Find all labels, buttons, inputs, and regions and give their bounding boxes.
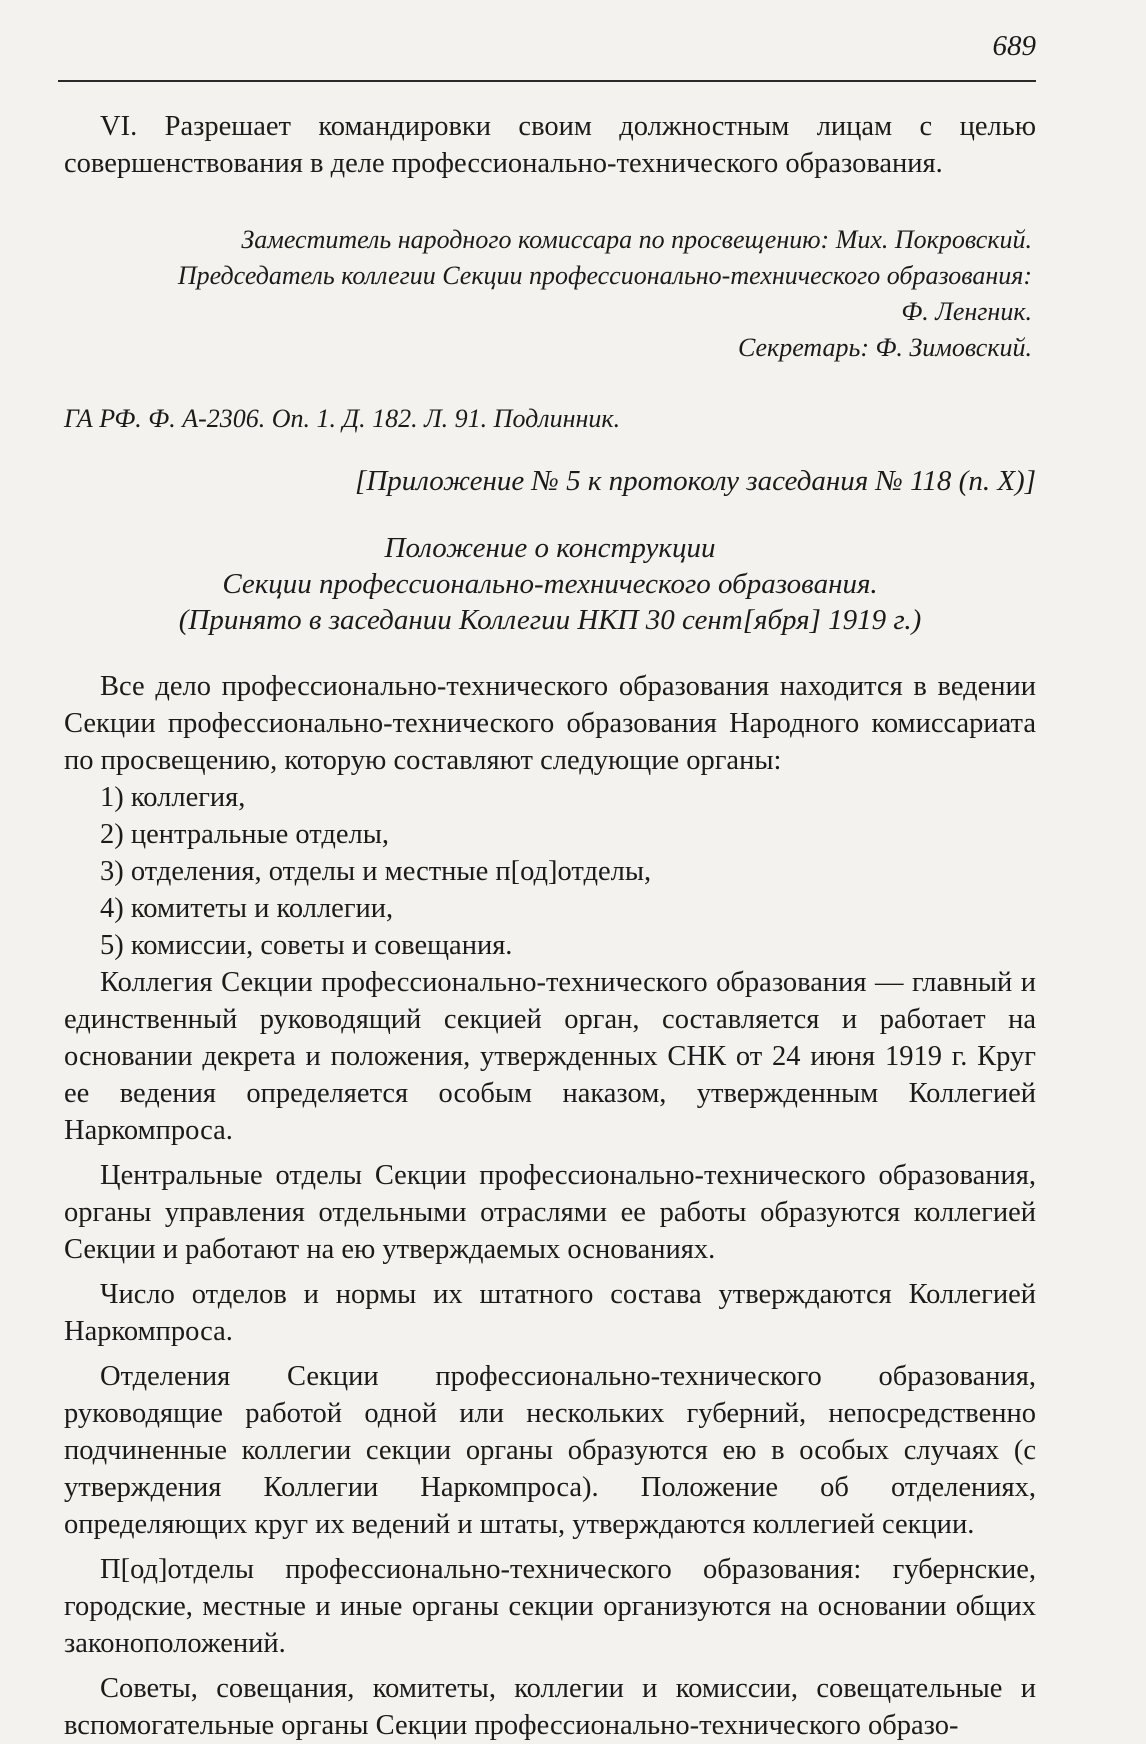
- signature-block: [64, 222, 1036, 366]
- header-rule: [58, 80, 1036, 82]
- document-title: [64, 530, 1036, 638]
- signature-chairman-name: Ф. Ленгник.: [901, 297, 1032, 326]
- document-title-line: Секции профессионально-технического образования.: [222, 568, 878, 600]
- archive-reference: ГА РФ. Ф. А-2306. Оп. 1. Д. 182. Л. 91. Подлинник.: [64, 404, 621, 433]
- body-paragraph: Коллегия Секции профессионально-технического образования — главный и единственный руководящий секцией орган, составляется и работает на основании декрета и положения, утвержденных СНК от 24 июня 1919 г. Круг ее ведения определяется особым наказом, утвержденным Коллегией Наркомпроса.: [64, 967, 1036, 1146]
- signature-secretary: Секретарь: Ф. Зимовский.: [737, 333, 1032, 362]
- organs-list: [64, 779, 1036, 964]
- signature-chairman-title: Председатель коллегии Секции профессионально-технического образования:: [177, 261, 1032, 290]
- appendix-heading: [Приложение № 5 к протоколу заседания № 118 (п. X)]: [355, 465, 1036, 497]
- signature-deputy-commissar: Заместитель народного комиссара по просвещению: Мих. Покровский.: [241, 225, 1032, 254]
- list-item: 1) коллегия,: [100, 782, 246, 813]
- list-item: 2) центральные отделы,: [100, 819, 389, 850]
- body-paragraph: П[од]отделы профессионально-технического образования: губернские, городские, местные и иные органы секции организуются на основании общих законоположений.: [64, 1554, 1036, 1659]
- page-content: [64, 108, 1036, 1744]
- paragraph-vi: VI. Разрешает командировки своим должностным лицам с целью совершенствования в деле профессионально-технического образования.: [64, 111, 1036, 179]
- body-paragraph: Число отделов и нормы их штатного состава утверждаются Коллегией Наркомпроса.: [64, 1279, 1036, 1347]
- list-item: 3) отделения, отделы и местные п[од]отделы,: [100, 856, 652, 887]
- body-paragraph: Центральные отделы Секции профессионально-технического образования, органы управления отдельными отраслями ее работы образуются коллегией Секции и работают на ею утверждаемых основаниях.: [64, 1160, 1036, 1265]
- list-item: 4) комитеты и коллегии,: [100, 893, 394, 924]
- body-paragraph: Советы, совещания, комитеты, коллегии и комиссии, совещательные и вспомогательные органы Секции профессионально-технического образо-: [64, 1673, 1036, 1741]
- document-title-line: (Принято в заседании Коллегии НКП 30 сент[ября] 1919 г.): [178, 604, 922, 636]
- page-number: 689: [992, 30, 1036, 62]
- document-title-line: Положение о конструкции: [384, 532, 716, 564]
- list-item: 5) комиссии, советы и совещания.: [100, 930, 513, 961]
- intro-paragraph: Все дело профессионально-технического образования находится в ведении Секции профессионально-технического образования Народного комиссариата по просвещению, которую составляют следующие органы:: [64, 671, 1036, 776]
- body-paragraph: Отделения Секции профессионально-технического образования, руководящие работой одной или нескольких губерний, непосредственно подчиненные коллегии секции органы образуются ею в особых случаях (с утверждения Коллегии Наркомпроса). Положение об отделениях, определяющих круг их ведений и штаты, утверждаются коллегией секции.: [64, 1361, 1036, 1540]
